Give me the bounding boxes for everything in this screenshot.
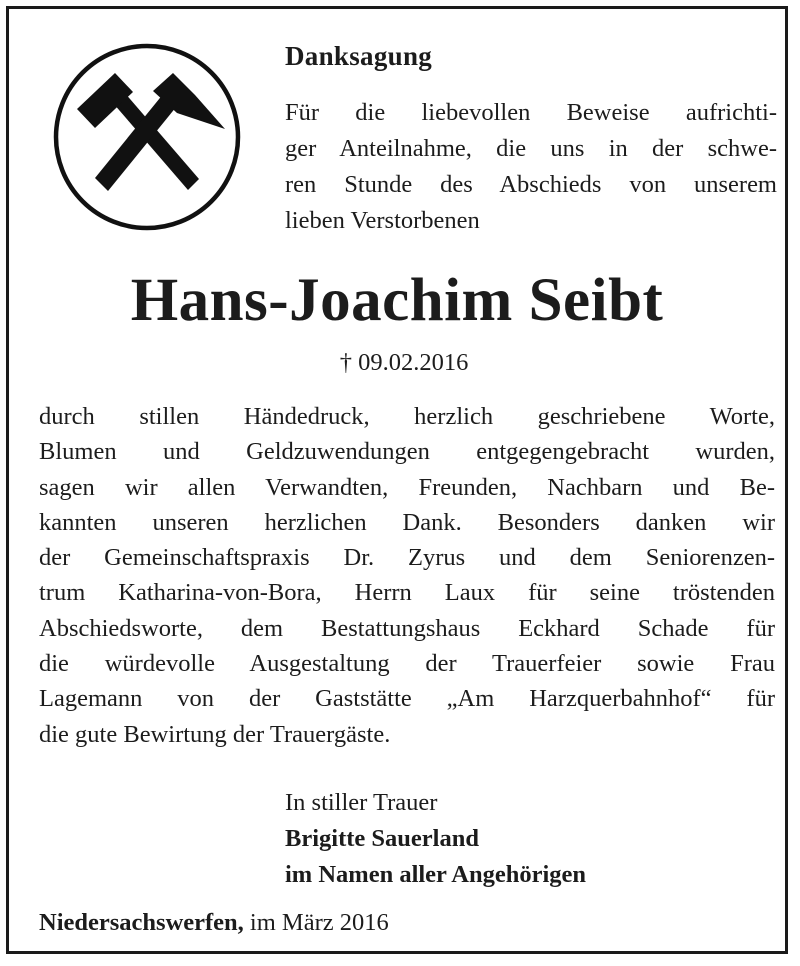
body-line: Lagemann von der Gaststätte „Am Harzquerbahnhof“ für bbox=[39, 685, 775, 713]
date: im März 2016 bbox=[249, 909, 389, 936]
notice-heading: Danksagung bbox=[285, 41, 433, 71]
body-line: Abschiedsworte, dem Bestattungshaus Eckhard Schade für bbox=[39, 614, 775, 642]
body-line: die würdevolle Ausgestaltung der Trauerfeier sowie Frau bbox=[39, 650, 775, 678]
signer-family: im Namen aller Angehörigen bbox=[285, 861, 587, 888]
intro-line: Für die liebevollen Beweise aufrichti- bbox=[285, 99, 777, 126]
body-line: trum Katharina-von-Bora, Herrn Laux für seine tröstenden bbox=[39, 579, 775, 607]
body-line: der Gemeinschaftspraxis Dr. Zyrus und dem Seniorenzen- bbox=[39, 544, 775, 572]
death-date: † 09.02.2016 bbox=[339, 349, 469, 376]
body-line: kannten unseren herzlichen Dank. Besonders danken wir bbox=[39, 508, 775, 536]
hammer-and-pick-emblem bbox=[53, 43, 241, 231]
body-line: Blumen und Geldzuwendungen entgegengebracht wurden, bbox=[39, 438, 775, 466]
obituary-notice bbox=[6, 6, 788, 954]
thanks-paragraph bbox=[39, 399, 775, 752]
closing-signature bbox=[285, 785, 586, 893]
intro-paragraph bbox=[285, 95, 777, 239]
body-line: durch stillen Händedruck, herzlich geschriebene Worte, bbox=[39, 403, 775, 430]
hammer-and-pick-icon bbox=[53, 43, 241, 231]
body-line: die gute Bewirtung der Trauergäste. bbox=[39, 720, 391, 748]
body-line: sagen wir allen Verwandten, Freunden, Nachbarn und Be- bbox=[39, 473, 775, 501]
closing-phrase: In stiller Trauer bbox=[285, 789, 438, 816]
intro-line: ger Anteilnahme, die uns in der schwe- bbox=[285, 135, 777, 162]
place-and-date bbox=[39, 909, 389, 937]
signer-name: Brigitte Sauerland bbox=[285, 825, 479, 852]
deceased-name: Hans-Joachim Seibt bbox=[130, 267, 664, 334]
place: Niedersachswerfen, bbox=[39, 909, 244, 936]
intro-line: ren Stunde des Abschieds von unserem bbox=[285, 171, 777, 198]
intro-line: lieben Verstorbenen bbox=[285, 207, 480, 234]
